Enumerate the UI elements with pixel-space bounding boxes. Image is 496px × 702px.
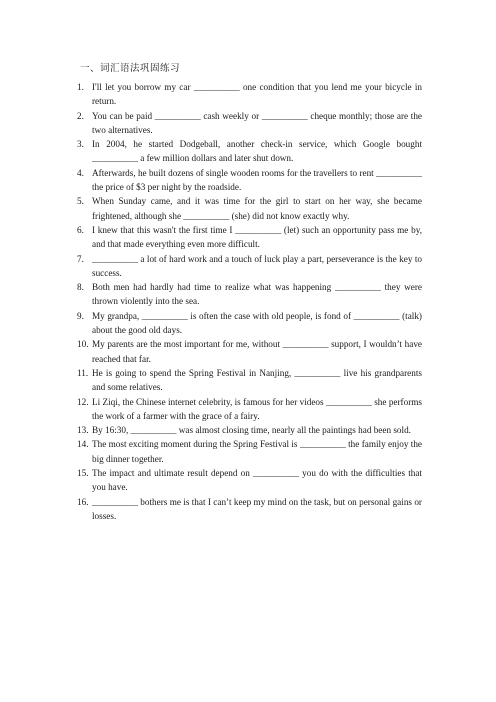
exercise-item: [77, 80, 422, 109]
item-text: The impact and ultimate result depend on __________ you do with the difficulties that you have.: [92, 468, 422, 493]
item-text: By 16:30, __________ was almost closing time, nearly all the paintings had been sold.: [92, 425, 411, 436]
item-text: My parents are the most important for me, without __________ support, I wouldn’t have reached that far.: [92, 339, 422, 364]
exercise-item: [77, 280, 422, 309]
exercise-item: [77, 437, 422, 466]
exercise-item: [77, 109, 422, 138]
item-text: I'll let you borrow my car __________ one condition that you lend me your bicycle in return.: [92, 82, 422, 107]
item-text: You can be paid __________ cash weekly or __________ cheque monthly; those are the two alternatives.: [92, 110, 422, 135]
item-text: He is going to spend the Spring Festival in Nanjing, __________ live his grandparents and some relatives.: [92, 367, 422, 393]
item-number: 13.: [77, 425, 89, 436]
exercise-item: [77, 395, 422, 424]
item-number: 16.: [77, 496, 89, 507]
item-text: __________ a lot of hard work and a touch of luck play a part, perseverance is the key to success.: [92, 253, 422, 278]
exercise-item: [77, 366, 422, 395]
item-text: My grandpa, __________ is often the case with old people, is fond of __________ (talk) about the good old days.: [92, 310, 422, 336]
item-number: 8.: [77, 282, 84, 293]
item-text: Li Ziqi, the Chinese internet celebrity, is famous for her videos __________ she performs the work of a farmer with the grace of a fairy.: [92, 396, 422, 421]
exercise-item: [77, 252, 422, 281]
exercise-item: [77, 466, 422, 495]
exercise-item: [77, 423, 422, 437]
item-text: Both men had hardly had time to realize what was happening __________ they were thrown violently into the sea.: [92, 282, 422, 307]
exercise-item: [77, 194, 422, 223]
item-number: 9.: [77, 310, 84, 321]
item-number: 2.: [77, 110, 84, 121]
item-number: 15.: [77, 468, 89, 479]
item-text: In 2004, he started Dodgeball, another check-in service, which Google bought __________ a few million dollars and later shut down.: [92, 139, 422, 164]
item-text: __________ bothers me is that I can’t keep my mind on the task, but on personal gains or losses.: [92, 496, 422, 521]
exercise-item: [77, 223, 422, 252]
item-number: 3.: [77, 139, 84, 150]
item-text: I knew that this wasn't the first time I __________ (let) such an opportunity pass me by, and that made everything even more difficult.: [92, 224, 422, 250]
item-number: 10.: [77, 339, 89, 350]
item-number: 14.: [77, 439, 89, 450]
item-number: 4.: [77, 167, 84, 178]
item-number: 12.: [77, 396, 89, 407]
exercise-item: [77, 495, 422, 524]
item-text: When Sunday came, and it was time for the girl to start on her way, she became frightened, although she __________ (she) did not know exactly why.: [92, 196, 422, 221]
section-heading: 一、词汇语法巩固练习: [80, 63, 181, 74]
exercise-item: [77, 337, 422, 366]
item-number: 1.: [77, 82, 84, 92]
item-number: 6.: [77, 224, 84, 235]
exercise-list: [77, 80, 422, 523]
item-number: 11.: [77, 367, 89, 378]
item-number: 5.: [77, 196, 84, 207]
item-text: The most exciting moment during the Spring Festival is __________ the family enjoy the big dinner together.: [92, 439, 422, 464]
exercise-item: [77, 309, 422, 338]
exercise-item: [77, 166, 422, 195]
item-number: 7.: [77, 253, 84, 264]
exercise-item: [77, 137, 422, 166]
item-text: Afterwards, he built dozens of single wooden rooms for the travellers to rent __________ the price of $3 per night by the roadside.: [92, 167, 422, 193]
